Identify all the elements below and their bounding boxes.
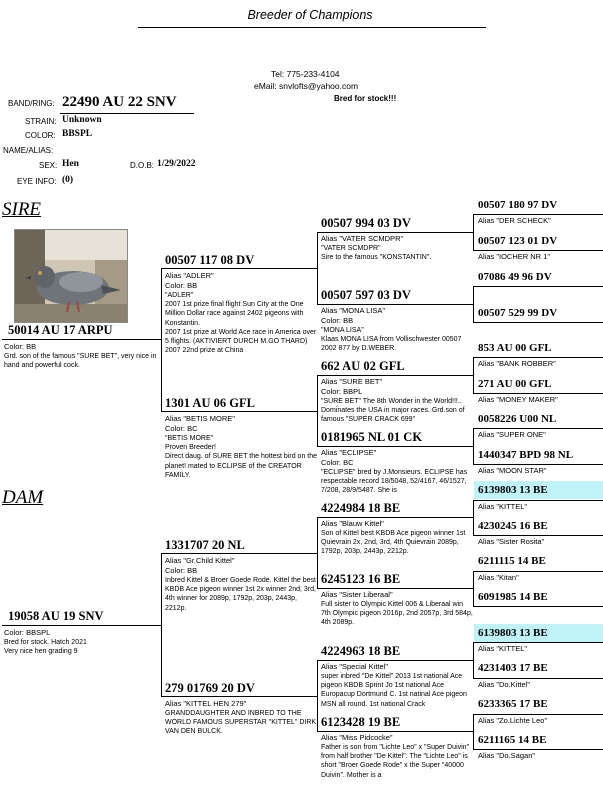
gen3-notes: super inbred "De Kittel" 2013 1st national Ace pigeon KBDB Sprint Jo 1st national Ace Europacup Dortmund C. 1st natinal Ace pigeon MSN all round. 1st national Crack xyxy=(321,673,467,708)
gen3-band: 00507 994 03 DV xyxy=(321,216,411,230)
gen3-line xyxy=(317,517,474,518)
strain-label: STRAIN: xyxy=(25,117,57,126)
gen4-line xyxy=(473,250,603,251)
color-value: BBSPL xyxy=(62,129,93,139)
gen4-band: 6091985 14 BE xyxy=(478,591,548,603)
email: eMail: snvlofts@yahoo.com xyxy=(254,81,359,91)
gen3-alias: Alias "Special Kittel" xyxy=(321,662,389,671)
gen4-line xyxy=(473,678,603,679)
gen4-alias: Alias "Do.Kittel" xyxy=(478,680,531,689)
title-underline xyxy=(138,27,486,28)
gen2-sd-notes: "BETIS MORE" Proven Breeder! Direct daug. of SURE BET the hottest bird on the planet! mated to ECLIPSE of the CREATOR FAMILY. xyxy=(165,435,317,479)
gen3-connector xyxy=(473,428,474,464)
gen2-dd-band: 279 01769 20 DV xyxy=(165,681,255,695)
sex-label: SEX: xyxy=(39,161,58,170)
gen2-ss-notes: "ADLER" 2007 1st prize final flight Sun City at the One Million Dollar race against 2402 pigeons with Konstantin. 2007 1st prize at World Ace race in America over 5 flights. (AKTIVIERT DURCH M.GO THARD) 2007 22nd prize at China xyxy=(165,292,317,355)
gen3-color: Color: BB xyxy=(321,316,354,325)
strain-value: Unknown xyxy=(62,115,102,125)
dob-value: 1/29/2022 xyxy=(157,159,196,169)
gen4-alias: Alias "Zo.Lichte Leo" xyxy=(478,716,548,725)
gen4-band: 07086 49 96 DV xyxy=(478,271,552,283)
gen4-band: 6233365 17 BE xyxy=(478,698,548,710)
gen2-ss-alias: Alias "ADLER" xyxy=(165,271,214,280)
gen4-line xyxy=(473,214,603,215)
gen2-sd-color: Color: BC xyxy=(165,424,198,433)
gen3-connector xyxy=(473,286,474,322)
gen4-line xyxy=(473,286,603,287)
eye-value: (0) xyxy=(62,175,74,185)
gen2-ss-color: Color: BB xyxy=(165,281,198,290)
gen3-alias: Alias "SURE BET" xyxy=(321,377,383,386)
band-underline xyxy=(60,113,194,114)
gen4-alias: Alias "KITTEL" xyxy=(478,502,528,511)
gen3-connector xyxy=(473,642,474,678)
gen4-band: 00507 529 99 DV xyxy=(478,307,558,319)
gen4-band: 1440347 BPD 98 NL xyxy=(478,449,574,461)
gen4-line xyxy=(473,535,603,536)
gen3-notes: "MONA LISA" Klaas MONA LISA from Vollischwester 00507 2002 877 by D.WEBER. xyxy=(321,327,462,353)
gen3-notes: "VATER SCMDPR" Sire to the famous "KONSTANTIN". xyxy=(321,245,432,262)
sire-color: Color: BB xyxy=(4,342,37,351)
pigeon-image xyxy=(15,230,127,322)
sire-connector xyxy=(161,268,162,411)
gen3-band: 00507 597 03 DV xyxy=(321,288,411,302)
sex-value: Hen xyxy=(62,159,79,169)
gen4-alias: Alias "BANK ROBBER" xyxy=(478,359,556,368)
gen3-connector xyxy=(473,714,474,749)
gen2-ds-alias: Alias "Gr.Child Kittel" xyxy=(165,556,235,565)
dob-label: D.O.B: xyxy=(130,161,155,170)
gen2-sd-alias: Alias "BETIS MORE" xyxy=(165,414,235,423)
dam-notes: Bred for stock. Hatch 2021 Very nice hen grading 9 xyxy=(4,639,87,656)
gen3-line xyxy=(317,446,474,447)
gen4-alias: Alias "Sister Rosita" xyxy=(478,537,545,546)
gen4-line xyxy=(473,642,603,643)
gen4-alias: Alias "MONEY MAKER" xyxy=(478,395,558,404)
gen4-line xyxy=(473,749,603,750)
gen4-band: 00507 180 97 DV xyxy=(478,199,558,211)
gen2-sd-band: 1301 AU 06 GFL xyxy=(165,396,255,410)
dam-color: Color: BBSPL xyxy=(4,628,51,637)
gen2-dd-connector xyxy=(317,660,318,731)
gen4-alias: Alias "DER SCHECK" xyxy=(478,216,551,225)
dam-line xyxy=(2,625,162,626)
tel: Tel: 775-233-4104 xyxy=(271,69,340,79)
gen3-band: 4224963 18 BE xyxy=(321,644,401,658)
dam-band: 19058 AU 19 SNV xyxy=(8,609,104,623)
gen3-notes: Son of Kittel best KBDB Ace pigeon winner 1st Quievrain 2x, 2nd, 3rd, 4th Quievrain 2089p, 1792p, 203p, 2443p, 2212p. xyxy=(321,530,466,556)
gen3-notes: Full sister to Olympic Kittel 006 & Liberaal win 7th Olympic pigeon 2016p, 2nd 2057p, 3rd 584p, 4th 2089p. xyxy=(321,601,473,627)
gen2-ds-line xyxy=(161,553,318,554)
gen2-ss-connector xyxy=(317,232,318,304)
gen3-color: Color: BBPL xyxy=(321,387,363,396)
gen3-line xyxy=(317,304,474,305)
gen3-connector xyxy=(473,214,474,250)
gen3-alias: Alias "Sister Liberaal" xyxy=(321,590,393,599)
gen4-alias: Alias "Kitan" xyxy=(478,573,519,582)
gen3-alias: Alias "Miss Pidcocke" xyxy=(321,733,393,742)
bred-for-stock: Bred for stock!!! xyxy=(334,94,397,103)
gen4-band: 853 AU 00 GFL xyxy=(478,342,552,354)
gen3-band: 6245123 16 BE xyxy=(321,572,401,586)
gen3-connector xyxy=(473,571,474,606)
gen3-line xyxy=(317,232,474,233)
gen3-alias: Alias "VATER SCMDPR" xyxy=(321,234,404,243)
gen4-line xyxy=(473,500,603,501)
gen2-ds-notes: Inbred Kittel & Broer Goede Rode. Kittel the best KBDB Ace pigeon winner 1st 2x winner 2nd, 3rd, 4th winner for 2089p, 1792p, 203p, 2443p, 2212p. xyxy=(165,577,316,612)
eye-label: EYE INFO: xyxy=(17,177,57,186)
gen2-ds-band: 1331707 20 NL xyxy=(165,538,245,552)
name-label: NAME/ALIAS: xyxy=(3,146,54,155)
gen4-alias: Alias "SUPER ONE" xyxy=(478,430,546,439)
page-title: Breeder of Champions xyxy=(247,8,373,22)
gen4-band: 6139803 13 BE xyxy=(478,484,548,496)
gen4-band: 6211165 14 BE xyxy=(478,734,547,746)
gen2-ss-band: 00507 117 08 DV xyxy=(165,253,255,267)
sire-line xyxy=(2,339,162,340)
gen3-alias: Alias "MONA LISA" xyxy=(321,306,386,315)
gen3-color: Color: BC xyxy=(321,458,354,467)
gen3-notes: "SURE BET" The 8th Wonder in the World!!!.. Dominates the USA in major races. Grd.son of famous "SUPER CRACK 699" xyxy=(321,398,465,424)
gen3-alias: Alias "Blauw Kittel" xyxy=(321,519,384,528)
gen3-line xyxy=(317,660,474,661)
gen3-band: 6123428 19 BE xyxy=(321,715,401,729)
gen2-ds-connector xyxy=(317,517,318,588)
sire-band: 50014 AU 17 ARPU xyxy=(8,323,113,337)
gen4-band: 6139803 13 BE xyxy=(478,627,548,639)
gen3-line xyxy=(317,731,474,732)
gen3-notes: Father is son from "Lichte Leo" x "Super Duivin" from half brother "De Kittel". The "Lichte Leo" is short "Broer Goede Rode" x the Super "40000 Duivin". Mother is a xyxy=(321,744,470,779)
gen3-band: 662 AU 02 GFL xyxy=(321,359,405,373)
gen2-ds-color: Color: BB xyxy=(165,566,198,575)
gen4-line xyxy=(473,464,603,465)
dam-connector xyxy=(161,553,162,696)
gen4-band: 6211115 14 BE xyxy=(478,555,546,567)
gen3-band: 4224984 18 BE xyxy=(321,501,401,515)
gen4-line xyxy=(473,393,603,394)
gen4-band: 00507 123 01 DV xyxy=(478,235,558,247)
gen3-alias: Alias "ECLIPSE" xyxy=(321,448,377,457)
gen2-dd-alias: Alias "KITTEL HEN 279" xyxy=(165,699,247,708)
gen4-band: 0058226 U00 NL xyxy=(478,413,557,425)
gen4-alias: Alias "KITTEL" xyxy=(478,644,528,653)
gen4-line xyxy=(473,357,603,358)
gen4-band: 4231403 17 BE xyxy=(478,662,548,674)
gen4-line xyxy=(473,606,603,607)
gen3-band: 0181965 NL 01 CK xyxy=(321,430,423,444)
sire-notes: Grd. son of the famous "SURE BET", very nice in hand and powerful cock. xyxy=(4,353,157,370)
gen4-band: 4230245 16 BE xyxy=(478,520,548,532)
gen4-alias: Alias "MOON STAR" xyxy=(478,466,547,475)
gen3-connector xyxy=(473,357,474,393)
gen2-sd-connector xyxy=(317,375,318,446)
gen2-sd-line xyxy=(161,411,318,412)
gen4-band: 271 AU 00 GFL xyxy=(478,378,552,390)
gen2-dd-notes: GRANDDAUGHTER AND INBRED TO THE WORLD FAMOUS SUPERSTAR "KITTEL" DIRK VAN DEN BULCK. xyxy=(165,710,317,736)
dam-heading: DAM xyxy=(2,487,44,508)
sire-heading: SIRE xyxy=(2,199,42,220)
gen4-alias: Alias "IOCHER NR 1" xyxy=(478,252,551,261)
pigeon-photo xyxy=(14,229,128,323)
gen2-dd-line xyxy=(161,696,318,697)
color-label: COLOR: xyxy=(25,131,56,140)
gen3-line xyxy=(317,588,474,589)
gen4-line xyxy=(473,428,603,429)
gen4-line xyxy=(473,571,603,572)
gen3-notes: "ECLIPSE" bred by J.Monsieurs. ECLIPSE has respectable record 18/5048, 52/4167, 46/1527, 7/208, 28/9/5487. She is xyxy=(321,469,468,495)
gen4-line xyxy=(473,322,603,323)
gen3-connector xyxy=(473,500,474,535)
band-label: BAND/RING: xyxy=(8,99,55,108)
gen4-line xyxy=(473,714,603,715)
gen2-ss-line xyxy=(161,268,318,269)
gen3-line xyxy=(317,375,474,376)
band-value: 22490 AU 22 SNV xyxy=(62,94,177,110)
gen4-alias: Alias "Do.Sagan" xyxy=(478,751,536,760)
